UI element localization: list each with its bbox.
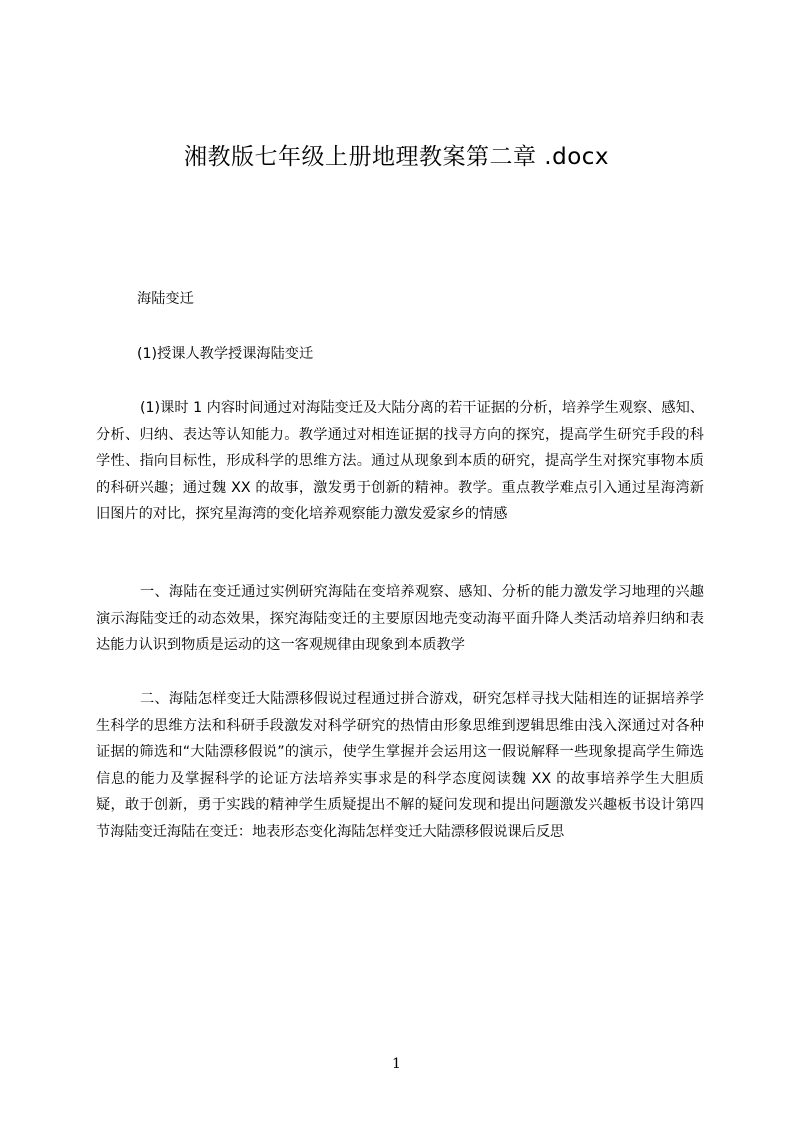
section-heading: 海陆变迁 [137,291,194,307]
document-title: 湘教版七年级上册地理教案第二章 .docx [183,144,610,170]
lesson-info-line: (1)授课人教学授课海陆变迁 [137,346,314,362]
paragraph-lesson-objectives: (1)课时 1 内容时间通过对海陆变迁及大陆分离的若干证据的分析，培养学生观察、感知、分析、归纳、表达等认知能力。教学通过对相连证据的找寻方向的探究，提高学生研究手段的科学性、指向目标性，形成科学的思维方法。通过从现象到本质的研究，提高学生对探究事物本质的科研兴趣；通过魏 XX 的故事，激发勇于创新的精神。教学。重点教学难点引入通过星海湾新旧图片的对比，探究星海湾的变化培养观察能力激发爱家乡的情感 [96,400,704,522]
paragraph-part-two: 二、海陆怎样变迁大陆漂移假说过程通过拼合游戏，研究怎样寻找大陆相连的证据培养学生科学的思维方法和科研手段激发对科学研究的热情由形象思维到逻辑思维由浅入深通过对各种证据的筛选和“大陆漂移假说”的演示，使学生掌握并会运用这一假说解释一些现象提高学生筛选信息的能力及掌握科学的论证方法培养实事求是的科学态度阅读魏 XX 的故事培养学生大胆质疑，敢于创新，勇于实践的精神学生质疑提出不解的疑问发现和提出问题激发兴趣板书设计第四节海陆变迁海陆在变迁：地表形态变化海陆怎样变迁大陆漂移假说课后反思 [96,691,704,840]
page-number: 1 [392,1056,401,1072]
paragraph-part-one: 一、海陆在变迁通过实例研究海陆在变培养观察、感知、分析的能力激发学习地理的兴趣演示海陆变迁的动态效果，探究海陆变迁的主要原因地壳变动海平面升降人类活动培养归纳和表达能力认识到物质是运动的这一客观规律由现象到本质教学 [96,584,704,653]
